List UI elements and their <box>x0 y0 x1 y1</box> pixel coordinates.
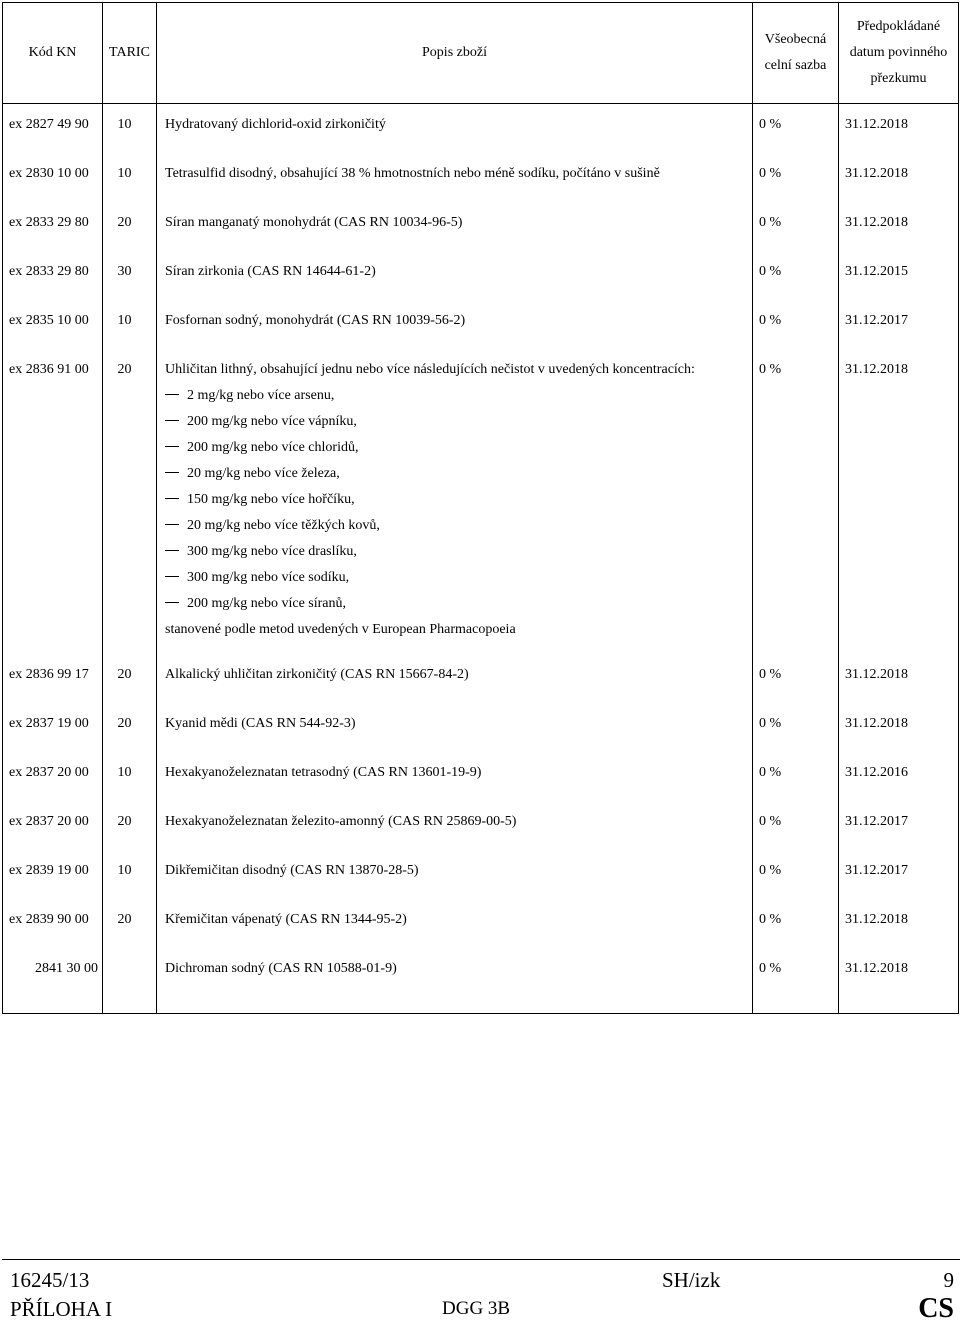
cell-rate: 0 % <box>753 104 839 153</box>
cell-rate: 0 % <box>753 850 839 899</box>
cell-date: 31.12.2018 <box>839 153 959 202</box>
page-number: 9 <box>943 1268 954 1292</box>
header-taric: TARIC <box>103 3 157 104</box>
table-row <box>3 349 959 654</box>
language-code: CS <box>918 1293 954 1324</box>
list-item <box>165 387 746 413</box>
cell-date: 31.12.2016 <box>839 752 959 801</box>
table-row <box>3 654 959 703</box>
dash-icon <box>165 602 179 603</box>
cell-code: ex 2836 91 00 <box>3 349 103 654</box>
cell-rate: 0 % <box>753 300 839 349</box>
table-row <box>3 703 959 752</box>
cell-desc: Hexakyanoželeznatan železito-amonný (CAS RN 25869-00-5) <box>157 801 753 850</box>
table-row <box>3 104 959 153</box>
cell-taric <box>103 948 157 1014</box>
table-header <box>3 3 959 104</box>
cell-desc: Kyanid mědi (CAS RN 544-92-3) <box>157 703 753 752</box>
cell-taric: 10 <box>103 752 157 801</box>
list-item <box>165 491 746 517</box>
list-item-text: 200 mg/kg nebo více síranů, <box>187 595 347 611</box>
cell-code: ex 2830 10 00 <box>3 153 103 202</box>
author-initials: SH/izk <box>662 1268 721 1292</box>
cell-code: ex 2839 19 00 <box>3 850 103 899</box>
cell-taric: 20 <box>103 801 157 850</box>
cell-code: ex 2836 99 17 <box>3 654 103 703</box>
cell-rate: 0 % <box>753 801 839 850</box>
cell-desc: Dikřemičitan disodný (CAS RN 13870-28-5) <box>157 850 753 899</box>
cell-rate: 0 % <box>753 703 839 752</box>
header-datum-line2: datum povinného <box>849 45 948 60</box>
cell-code: ex 2833 29 80 <box>3 251 103 300</box>
header-kod-kn: Kód KN <box>3 3 103 104</box>
cell-rate: 0 % <box>753 752 839 801</box>
cell-date: 31.12.2018 <box>839 104 959 153</box>
doc-number: 16245/13 <box>10 1268 90 1292</box>
table-row <box>3 300 959 349</box>
cell-rate: 0 % <box>753 948 839 1014</box>
table-row <box>3 948 959 1014</box>
list-item-text: 300 mg/kg nebo více draslíku, <box>187 543 357 559</box>
cell-desc: Dichroman sodný (CAS RN 10588-01-9) <box>157 948 753 1014</box>
header-datum <box>839 3 959 104</box>
list-item <box>165 465 746 491</box>
cell-rate: 0 % <box>753 153 839 202</box>
table-row <box>3 801 959 850</box>
cell-date: 31.12.2018 <box>839 349 959 654</box>
cell-desc: Síran manganatý monohydrát (CAS RN 10034-96-5) <box>157 202 753 251</box>
cell-desc: Hydratovaný dichlorid-oxid zirkoničitý <box>157 104 753 153</box>
table-row <box>3 202 959 251</box>
cell-taric: 20 <box>103 654 157 703</box>
list-item-text: 150 mg/kg nebo více hořčíku, <box>187 491 355 507</box>
cell-code: 2841 30 00 <box>3 948 103 1014</box>
cell-code: ex 2837 19 00 <box>3 703 103 752</box>
list-item-text: 20 mg/kg nebo více železa, <box>187 465 340 481</box>
cell-date: 31.12.2018 <box>839 899 959 948</box>
method-note: stanovené podle metod uvedených v European Pharmacopoeia <box>165 621 516 637</box>
header-datum-line1: Předpokládané <box>856 19 941 34</box>
cell-rate: 0 % <box>753 349 839 654</box>
cell-code: ex 2827 49 90 <box>3 104 103 153</box>
footer-divider <box>2 1259 960 1260</box>
footer-row-1 <box>10 1268 954 1292</box>
cell-desc-text: Uhličitan lithný, obsahující jednu nebo více následujících nečistot v uvedených koncentracích: <box>165 361 695 377</box>
header-popis: Popis zboží <box>157 3 753 104</box>
cell-rate: 0 % <box>753 899 839 948</box>
cell-date: 31.12.2018 <box>839 703 959 752</box>
header-sazba <box>753 3 839 104</box>
table-row <box>3 850 959 899</box>
cell-desc: Křemičitan vápenatý (CAS RN 1344-95-2) <box>157 899 753 948</box>
cell-rate: 0 % <box>753 251 839 300</box>
table-row <box>3 752 959 801</box>
cell-code: ex 2837 20 00 <box>3 752 103 801</box>
cell-desc <box>157 349 753 654</box>
header-datum-line3: přezkumu <box>870 71 927 86</box>
cell-taric: 20 <box>103 703 157 752</box>
cell-taric: 10 <box>103 850 157 899</box>
dash-icon <box>165 420 179 421</box>
dash-icon <box>165 394 179 395</box>
list-item-text: 200 mg/kg nebo více chloridů, <box>187 439 359 455</box>
header-sazba-line1: Všeobecná <box>764 32 827 47</box>
dash-icon <box>165 576 179 577</box>
cell-taric: 10 <box>103 300 157 349</box>
table-row <box>3 153 959 202</box>
cell-rate: 0 % <box>753 654 839 703</box>
table-row <box>3 899 959 948</box>
cell-date: 31.12.2018 <box>839 948 959 1014</box>
dash-icon <box>165 446 179 447</box>
list-item <box>165 595 746 621</box>
dash-icon <box>165 498 179 499</box>
cell-rate: 0 % <box>753 202 839 251</box>
cell-desc: Tetrasulfid disodný, obsahující 38 % hmotnostních nebo méně sodíku, počítáno v sušině <box>157 153 753 202</box>
dash-icon <box>165 550 179 551</box>
cell-date: 31.12.2018 <box>839 654 959 703</box>
tariff-table <box>2 2 959 1014</box>
footer-row-2 <box>10 1293 954 1324</box>
cell-taric: 20 <box>103 202 157 251</box>
table-body <box>3 104 959 1014</box>
cell-desc: Fosfornan sodný, monohydrát (CAS RN 10039-56-2) <box>157 300 753 349</box>
list-item <box>165 569 746 595</box>
list-item <box>165 543 746 569</box>
list-item <box>165 439 746 465</box>
list-item-text: 20 mg/kg nebo více těžkých kovů, <box>187 517 380 533</box>
dash-icon <box>165 524 179 525</box>
impurity-list <box>165 387 746 621</box>
cell-taric: 10 <box>103 104 157 153</box>
cell-date: 31.12.2017 <box>839 850 959 899</box>
cell-desc: Hexakyanoželeznatan tetrasodný (CAS RN 13601-19-9) <box>157 752 753 801</box>
cell-date: 31.12.2018 <box>839 202 959 251</box>
cell-code: ex 2839 90 00 <box>3 899 103 948</box>
cell-taric: 20 <box>103 349 157 654</box>
cell-taric: 20 <box>103 899 157 948</box>
cell-date: 31.12.2017 <box>839 300 959 349</box>
list-item-text: 300 mg/kg nebo více sodíku, <box>187 569 350 585</box>
dash-icon <box>165 472 179 473</box>
cell-code: ex 2835 10 00 <box>3 300 103 349</box>
cell-desc: Síran zirkonia (CAS RN 14644-61-2) <box>157 251 753 300</box>
cell-taric: 10 <box>103 153 157 202</box>
cell-date: 31.12.2017 <box>839 801 959 850</box>
cell-desc: Alkalický uhličitan zirkoničitý (CAS RN 15667-84-2) <box>157 654 753 703</box>
dgg-label: DGG 3B <box>442 1298 511 1319</box>
table-row <box>3 251 959 300</box>
list-item-text: 2 mg/kg nebo více arsenu, <box>187 387 335 403</box>
header-sazba-line2: celní sazba <box>764 58 827 73</box>
list-item-text: 200 mg/kg nebo více vápníku, <box>187 413 357 429</box>
cell-date: 31.12.2015 <box>839 251 959 300</box>
cell-taric: 30 <box>103 251 157 300</box>
cell-code: ex 2837 20 00 <box>3 801 103 850</box>
list-item <box>165 413 746 439</box>
list-item <box>165 517 746 543</box>
cell-code: ex 2833 29 80 <box>3 202 103 251</box>
annex-label: PŘÍLOHA I <box>10 1297 113 1321</box>
